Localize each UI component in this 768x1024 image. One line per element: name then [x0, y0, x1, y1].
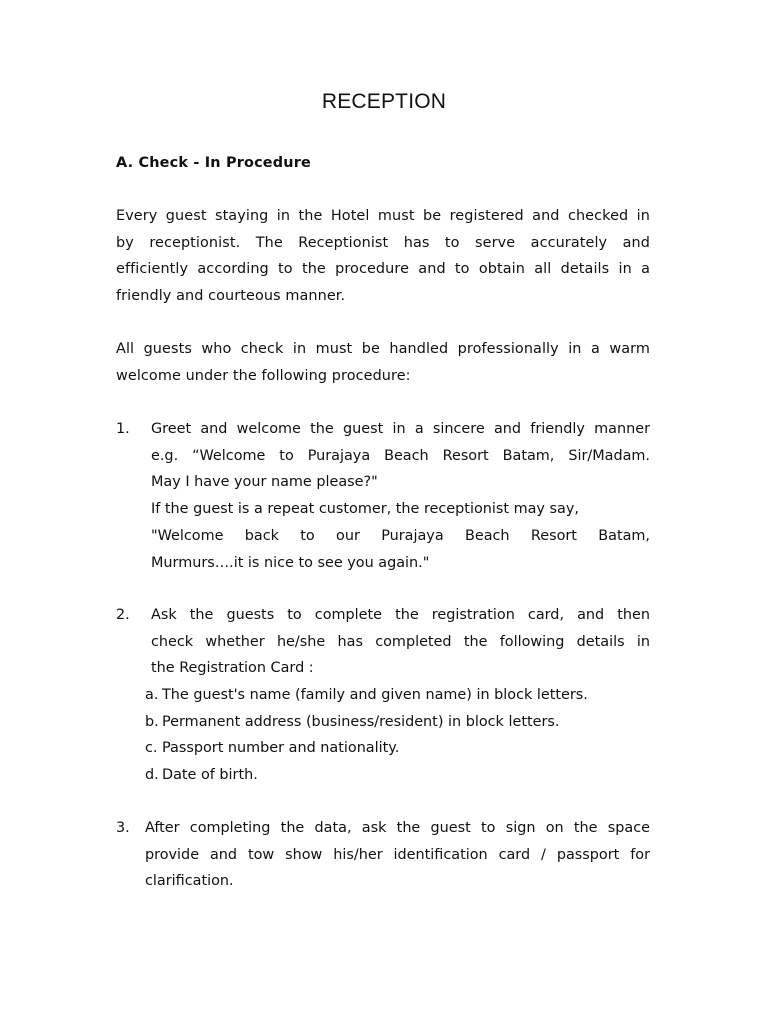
procedure-intro-paragraph — [116, 336, 650, 389]
list-item-line: the Registration Card : — [151, 660, 314, 677]
sub-item-letter: a. — [145, 687, 159, 703]
paragraph-line: All guests who check in must be handled professionally in a warm — [116, 341, 650, 357]
sub-item-text: Date of birth. — [162, 767, 258, 783]
paragraph-line: by receptionist. The Receptionist has to serve accurately and — [116, 234, 650, 251]
list-item-number: 3. — [116, 820, 130, 836]
list-item-line: provide and tow show his/her identification card / passport for — [145, 846, 650, 863]
list-item-line: May I have your name please?" — [151, 474, 378, 491]
list-item-line: check whether he/she has completed the following details in — [151, 633, 650, 650]
sub-item-letter: c. — [145, 740, 158, 756]
sub-list-item — [145, 762, 258, 789]
paragraph-line: efficiently according to the procedure and to obtain all details in a — [116, 261, 650, 278]
sub-item-text: Passport number and nationality. — [162, 740, 400, 756]
section-heading: A. Check - In Procedure — [116, 155, 311, 171]
list-item-line: "Welcome back to our Purajaya Beach Resort Batam, — [151, 527, 650, 544]
list-item-number: 1. — [116, 421, 130, 437]
intro-paragraph — [116, 203, 650, 310]
list-item-line: Ask the guests to complete the registration card, and then — [151, 607, 650, 623]
paragraph-line: welcome under the following procedure: — [116, 367, 411, 384]
sub-item-text: The guest's name (family and given name) in block letters. — [162, 687, 588, 703]
page-title: RECEPTION — [321, 90, 447, 113]
list-item-line: Greet and welcome the guest in a sincere and friendly manner — [151, 421, 650, 437]
sub-list-item — [145, 682, 588, 709]
list-item-number: 2. — [116, 607, 130, 623]
list-item-line: clarification. — [145, 873, 234, 890]
list-item-line: If the guest is a repeat customer, the receptionist may say, — [151, 501, 579, 518]
list-item-body — [145, 815, 650, 895]
paragraph-line: friendly and courteous manner. — [116, 288, 346, 305]
list-item-line: Murmurs….it is nice to see you again." — [151, 554, 430, 571]
list-item-line: After completing the data, ask the guest to sign on the space — [145, 820, 650, 836]
list-item-body — [151, 602, 650, 682]
sub-item-letter: b. — [145, 714, 159, 730]
list-item-body — [151, 416, 650, 576]
list-item-line: e.g. “Welcome to Purajaya Beach Resort Batam, Sir/Madam. — [151, 447, 650, 464]
sub-list-item — [145, 735, 399, 762]
sub-item-letter: d. — [145, 767, 159, 783]
paragraph-line: Every guest staying in the Hotel must be registered and checked in — [116, 208, 650, 224]
sub-list-item — [145, 709, 559, 736]
sub-item-text: Permanent address (business/resident) in block letters. — [162, 714, 560, 730]
